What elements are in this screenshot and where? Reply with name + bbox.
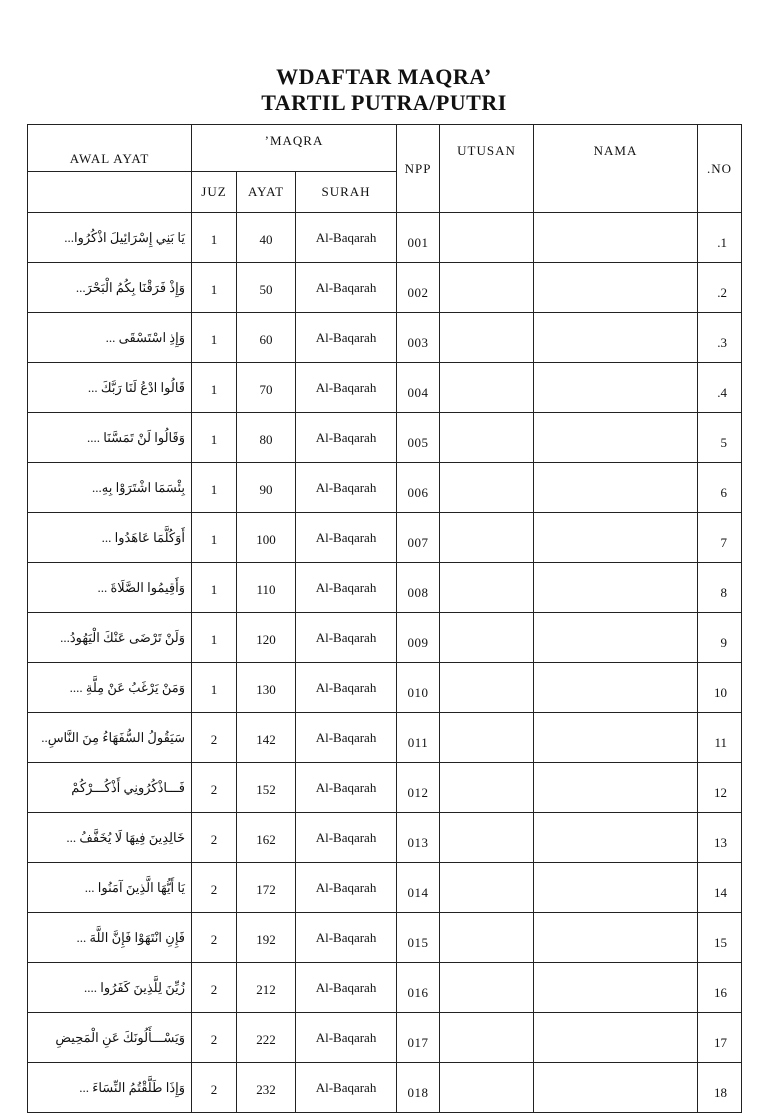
utusan-cell <box>440 513 534 563</box>
npp-cell: 005 <box>397 413 440 463</box>
header-ayat: AYAT <box>237 172 296 213</box>
table-row <box>28 313 742 363</box>
utusan-cell <box>440 913 534 963</box>
npp-cell: 018 <box>397 1063 440 1113</box>
surah-cell: Al-Baqarah <box>296 963 397 1013</box>
awal-ayat-cell: وَيَسْـــأَلُونَكَ عَنِ الْمَحِيضِ <box>28 1013 192 1063</box>
surah-cell: Al-Baqarah <box>296 563 397 613</box>
header-awal-ayat: AWAL AYAT <box>28 125 192 172</box>
surah-cell: Al-Baqarah <box>296 1063 397 1113</box>
table-row <box>28 563 742 613</box>
table-row <box>28 213 742 263</box>
surah-cell: Al-Baqarah <box>296 663 397 713</box>
npp-cell: 003 <box>397 313 440 363</box>
awal-ayat-cell: فَـــاذْكُرُونِي أَذْكُـــرْكُمْ <box>28 763 192 813</box>
utusan-cell <box>440 813 534 863</box>
title-line-1: WDAFTAR MAQRA’ <box>276 64 492 89</box>
juz-cell: 1 <box>192 613 237 663</box>
no-cell: .3 <box>698 313 742 363</box>
table-row <box>28 863 742 913</box>
table-row <box>28 463 742 513</box>
utusan-cell <box>440 763 534 813</box>
no-cell: 8 <box>698 563 742 613</box>
ayat-cell: 172 <box>237 863 296 913</box>
npp-cell: 004 <box>397 363 440 413</box>
maqra-table <box>27 124 742 1113</box>
nama-cell <box>534 463 698 513</box>
table-row <box>28 813 742 863</box>
nama-cell <box>534 413 698 463</box>
surah-cell: Al-Baqarah <box>296 763 397 813</box>
surah-cell: Al-Baqarah <box>296 463 397 513</box>
surah-cell: Al-Baqarah <box>296 413 397 463</box>
awal-ayat-cell: يَا أَيُّهَا الَّذِينَ آمَنُوا ... <box>28 863 192 913</box>
ayat-cell: 100 <box>237 513 296 563</box>
npp-cell: 006 <box>397 463 440 513</box>
ayat-cell: 152 <box>237 763 296 813</box>
awal-ayat-cell: وَلَنْ تَرْضَى عَنْكَ الْيَهُودُ... <box>28 613 192 663</box>
awal-ayat-cell: وَأَقِيمُوا الصَّلَاةَ ... <box>28 563 192 613</box>
npp-cell: 001 <box>397 213 440 263</box>
nama-cell <box>534 263 698 313</box>
table-row <box>28 913 742 963</box>
npp-cell: 002 <box>397 263 440 313</box>
awal-ayat-cell: قَالُوا ادْعُ لَنَا رَبَّكَ ... <box>28 363 192 413</box>
header-utusan: UTUSAN <box>440 125 534 213</box>
npp-cell: 010 <box>397 663 440 713</box>
surah-cell: Al-Baqarah <box>296 263 397 313</box>
table-row <box>28 763 742 813</box>
ayat-cell: 192 <box>237 913 296 963</box>
utusan-cell <box>440 613 534 663</box>
awal-ayat-cell: يَا بَنِي إِسْرَائِيلَ اذْكُرُوا... <box>28 213 192 263</box>
header-awal-ayat-blank <box>28 172 192 213</box>
juz-cell: 2 <box>192 713 237 763</box>
header-maqra: ’MAQRA <box>192 125 397 172</box>
npp-cell: 011 <box>397 713 440 763</box>
ayat-cell: 80 <box>237 413 296 463</box>
juz-cell: 1 <box>192 313 237 363</box>
awal-ayat-cell: وَإِذَا طَلَّقْتُمُ النِّسَاءَ ... <box>28 1063 192 1113</box>
header-no: .NO <box>698 125 742 213</box>
surah-cell: Al-Baqarah <box>296 913 397 963</box>
table-row <box>28 263 742 313</box>
no-cell: 18 <box>698 1063 742 1113</box>
npp-cell: 016 <box>397 963 440 1013</box>
npp-cell: 008 <box>397 563 440 613</box>
ayat-cell: 70 <box>237 363 296 413</box>
table-row <box>28 363 742 413</box>
no-cell: 11 <box>698 713 742 763</box>
awal-ayat-cell: خَالِدِينَ فِيهَا لَا يُخَفَّفُ ... <box>28 813 192 863</box>
surah-cell: Al-Baqarah <box>296 713 397 763</box>
juz-cell: 1 <box>192 663 237 713</box>
utusan-cell <box>440 1063 534 1113</box>
utusan-cell <box>440 863 534 913</box>
surah-cell: Al-Baqarah <box>296 213 397 263</box>
no-cell: 10 <box>698 663 742 713</box>
ayat-cell: 120 <box>237 613 296 663</box>
juz-cell: 2 <box>192 1013 237 1063</box>
ayat-cell: 130 <box>237 663 296 713</box>
ayat-cell: 40 <box>237 213 296 263</box>
utusan-cell <box>440 363 534 413</box>
npp-cell: 009 <box>397 613 440 663</box>
no-cell: .2 <box>698 263 742 313</box>
awal-ayat-cell: وَإِذِ اسْتَسْقَى ... <box>28 313 192 363</box>
no-cell: 7 <box>698 513 742 563</box>
awal-ayat-cell: وَإِذْ فَرَقْنَا بِكُمُ الْبَحْرَ... <box>28 263 192 313</box>
surah-cell: Al-Baqarah <box>296 813 397 863</box>
no-cell: 14 <box>698 863 742 913</box>
ayat-cell: 60 <box>237 313 296 363</box>
no-cell: .1 <box>698 213 742 263</box>
npp-cell: 012 <box>397 763 440 813</box>
juz-cell: 2 <box>192 813 237 863</box>
no-cell: 12 <box>698 763 742 813</box>
document-title <box>0 64 768 116</box>
table-row <box>28 1013 742 1063</box>
surah-cell: Al-Baqarah <box>296 1013 397 1063</box>
utusan-cell <box>440 1013 534 1063</box>
table-body <box>28 213 742 1113</box>
juz-cell: 2 <box>192 963 237 1013</box>
surah-cell: Al-Baqarah <box>296 613 397 663</box>
nama-cell <box>534 1013 698 1063</box>
npp-cell: 015 <box>397 913 440 963</box>
npp-cell: 014 <box>397 863 440 913</box>
awal-ayat-cell: زُيِّنَ لِلَّذِينَ كَفَرُوا .... <box>28 963 192 1013</box>
nama-cell <box>534 963 698 1013</box>
header-npp: NPP <box>397 125 440 213</box>
juz-cell: 1 <box>192 513 237 563</box>
juz-cell: 2 <box>192 863 237 913</box>
no-cell: 17 <box>698 1013 742 1063</box>
table-row <box>28 613 742 663</box>
ayat-cell: 162 <box>237 813 296 863</box>
utusan-cell <box>440 263 534 313</box>
awal-ayat-cell: سَيَقُولُ السُّفَهَاءُ مِنَ النَّاسِ.. <box>28 713 192 763</box>
table-row <box>28 963 742 1013</box>
nama-cell <box>534 613 698 663</box>
utusan-cell <box>440 213 534 263</box>
npp-cell: 007 <box>397 513 440 563</box>
juz-cell: 1 <box>192 413 237 463</box>
no-cell: 16 <box>698 963 742 1013</box>
nama-cell <box>534 663 698 713</box>
header-juz: JUZ <box>192 172 237 213</box>
no-cell: 5 <box>698 413 742 463</box>
utusan-cell <box>440 713 534 763</box>
juz-cell: 2 <box>192 1063 237 1113</box>
ayat-cell: 90 <box>237 463 296 513</box>
ayat-cell: 50 <box>237 263 296 313</box>
table-row <box>28 713 742 763</box>
nama-cell <box>534 213 698 263</box>
juz-cell: 1 <box>192 463 237 513</box>
no-cell: 15 <box>698 913 742 963</box>
utusan-cell <box>440 313 534 363</box>
utusan-cell <box>440 663 534 713</box>
ayat-cell: 142 <box>237 713 296 763</box>
nama-cell <box>534 813 698 863</box>
surah-cell: Al-Baqarah <box>296 313 397 363</box>
awal-ayat-cell: أَوَكُلَّمَا عَاهَدُوا ... <box>28 513 192 563</box>
no-cell: 13 <box>698 813 742 863</box>
title-line-2: TARTIL PUTRA/PUTRI <box>261 90 507 115</box>
surah-cell: Al-Baqarah <box>296 863 397 913</box>
header-nama: NAMA <box>534 125 698 213</box>
utusan-cell <box>440 413 534 463</box>
surah-cell: Al-Baqarah <box>296 363 397 413</box>
juz-cell: 2 <box>192 913 237 963</box>
juz-cell: 1 <box>192 263 237 313</box>
nama-cell <box>534 313 698 363</box>
table-row <box>28 513 742 563</box>
nama-cell <box>534 1063 698 1113</box>
nama-cell <box>534 713 698 763</box>
nama-cell <box>534 363 698 413</box>
ayat-cell: 110 <box>237 563 296 613</box>
table-row <box>28 663 742 713</box>
awal-ayat-cell: وَمَنْ يَرْغَبُ عَنْ مِلَّةِ .... <box>28 663 192 713</box>
ayat-cell: 232 <box>237 1063 296 1113</box>
utusan-cell <box>440 963 534 1013</box>
juz-cell: 1 <box>192 213 237 263</box>
juz-cell: 2 <box>192 763 237 813</box>
nama-cell <box>534 913 698 963</box>
no-cell: .4 <box>698 363 742 413</box>
juz-cell: 1 <box>192 363 237 413</box>
npp-cell: 017 <box>397 1013 440 1063</box>
awal-ayat-cell: وَقَالُوا لَنْ تَمَسَّنَا .... <box>28 413 192 463</box>
awal-ayat-cell: بِئْسَمَا اشْتَرَوْا بِهِ... <box>28 463 192 513</box>
awal-ayat-cell: فَإِنِ انْتَهَوْا فَإِنَّ اللَّهَ ... <box>28 913 192 963</box>
table-row <box>28 413 742 463</box>
nama-cell <box>534 563 698 613</box>
nama-cell <box>534 513 698 563</box>
ayat-cell: 212 <box>237 963 296 1013</box>
utusan-cell <box>440 563 534 613</box>
nama-cell <box>534 763 698 813</box>
surah-cell: Al-Baqarah <box>296 513 397 563</box>
nama-cell <box>534 863 698 913</box>
utusan-cell <box>440 463 534 513</box>
no-cell: 6 <box>698 463 742 513</box>
juz-cell: 1 <box>192 563 237 613</box>
no-cell: 9 <box>698 613 742 663</box>
header-surah: SURAH <box>296 172 397 213</box>
npp-cell: 013 <box>397 813 440 863</box>
table-row <box>28 1063 742 1113</box>
ayat-cell: 222 <box>237 1013 296 1063</box>
